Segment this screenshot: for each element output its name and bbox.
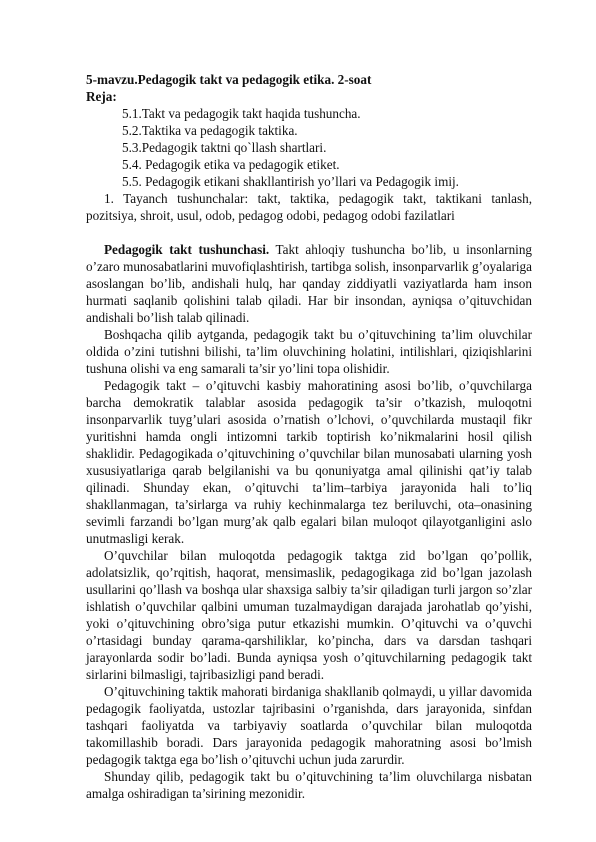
paragraph-1 (86, 241, 532, 326)
plan-list (86, 105, 532, 190)
plan-item: 5.3.Pedagogik taktni qo`llash shartlari. (122, 140, 327, 155)
plan-item: 5.1.Takt va pedagogik takt haqida tushuncha. (122, 106, 361, 121)
paragraph-3: Pedagogik takt – o’qituvchi kasbiy mahoratining asosi bo’lib, o’quvchilarga barcha demokratik talablar asosida pedagogik ta’sir o’tkazish, muloqotni insonparvarlik tuyg’ulari asosida o’rnatish o’lchovi, o’quvchilarda mustaqil fikr yuritishni hamda ongli intizomni tarkib toptirish ko’nikmalarini hosil qilish shaklidir. Pedagogikada o’qituvchining o’quvchilar bilan munosabati ularning yosh xususiyatlariga qarab belgilanishi va bu qonuniyatga amal qilinishi qat’iy talab qilinadi. Shunday ekan, o’qituvchi ta’lim–tarbiya jarayonida hali to’liq shakllanmagan, ta’sirlarga va ruhiy kechinmalarga tez beriluvchi, ota–onasining sevimli farzandi bo’lgan murg’ak qalb egalari bilan muloqot qilayotganligini aslo unutmasligi kerak. (86, 378, 532, 546)
paragraph-1-lead: Pedagogik takt tushunchasi. (104, 242, 270, 257)
keywords-paragraph: 1. Tayanch tushunchalar: takt, taktika, pedagogik takt, taktikani tanlash, pozitsiya, shroit, usul, odob, pedagog odobi, pedagog odobi fazilatlari (86, 191, 532, 223)
paragraph-2: Boshqacha qilib aytganda, pedagogik takt bu o’qituvchining ta’lim oluvchilar oldida o’zini tutishni bilishi, ta’lim oluvchining holatini, intilishlari, qiziqishlarini tushuna olishi va eng samarali ta’sir yo’lini topa olishidir. (86, 327, 532, 376)
document-title: 5-mavzu.Pedagogik takt va pedagogik etika. 2-soat (86, 72, 372, 87)
paragraph-6: Shunday qilib, pedagogik takt bu o’qituvchining ta’lim oluvchilarga nisbatan amalga oshiradigan ta’sirining mezonidir. (86, 769, 532, 801)
document-page (86, 71, 532, 802)
plan-item: 5.2.Taktika va pedagogik taktika. (122, 123, 298, 138)
plan-label: Reja: (86, 89, 117, 104)
paragraph-5: O’qituvchining taktik mahorati birdaniga shakllanib qolmaydi, u yillar davomida pedagogik faoliyatda, ustozlar tajribasini o’rganishda, dars jarayonida, sinfdan tashqari faoliyatda va tarbiyaviy soatlarda o’quvchilar bilan muloqotda takomillashib boradi. Dars jarayonida pedagogik mahoratning asosi bo’lmish pedagogik taktga ega bo’lish o’qituvchi uchun juda zarurdir. (86, 684, 532, 767)
paragraph-1-body: Takt ahloqiy tushuncha bo’lib, u insonlarning o’zaro munosabatlarini muvofiqlashtirish, tartibga solish, insonparvarlik g’oyalariga asoslangan bo’lib, andishali hulq, har qanday ziddiyatli vaziyatlarda ham inson hurmati saqlanib qolishini talab qiladi. Har bir insondan, ayniqsa o’qituvchidan andishali bo’lish talab qilinadi. (86, 242, 533, 325)
plan-item: 5.4. Pedagogik etika va pedagogik etiket. (122, 157, 340, 172)
plan-item: 5.5. Pedagogik etikani shakllantirish yo’llari va Pedagogik imij. (122, 174, 459, 189)
blank-line (86, 224, 532, 241)
paragraph-4: O’quvchilar bilan muloqotda pedagogik taktga zid bo’lgan qo’pollik, adolatsizlik, qo’rqitish, haqorat, mensimaslik, pedagogikaga zid bo’lgan jazolash usullarini qo’llash va boshqa ular shaxsiga salbiy ta’sir qiladigan turli jargon so’zlar ishlatish o’quvchilar qalbini umuman tuzalmaydigan darajada jarohatlab qo’yishi, yoki o’qituvchining obro’siga putur etkazishi mumkin. O’qituvchi va o’quvchi o’rtasidagi bunday qarama-qarshiliklar, ko’pincha, dars va darsdan tashqari jarayonlarda sodir bo’ladi. Bunda ayniqsa yosh o’qituvchilarning pedagogik takt sirlarini bilmasligi, tajribasizligi pand beradi. (86, 548, 532, 682)
